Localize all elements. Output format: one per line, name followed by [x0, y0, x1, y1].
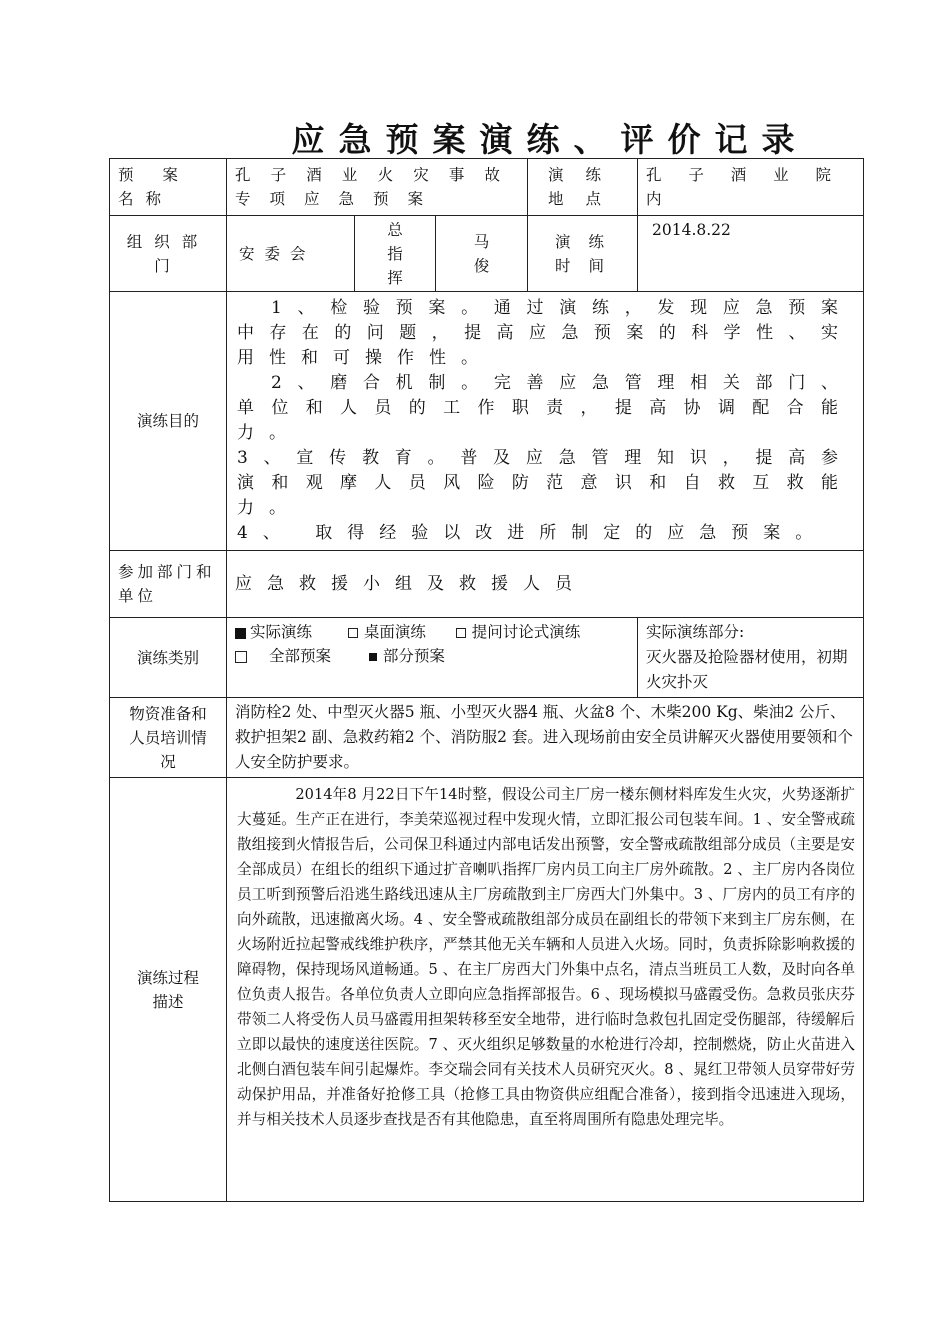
process-value: 2014年8 月22日下午14时整，假设公司主厂房一楼东侧材料库发生火灾，火势逐渐扩大蔓延。生产正在进行，李美荣巡视过程中发现火情，立即汇报公司包装车间。1 、安全警戒疏散组接到火情报告后，公司保卫科通过内部电话发出预警，安全警戒疏散组部分成员（主要是安全部成员）在组长的组织下通过扩音喇叭指挥厂房内员工向主厂房外疏散。2 、主厂房内各岗位员工听到预警后沿逃生路线迅速从主厂房疏散到主厂房西大门外集中。3 、厂房内的员工有序的向外疏散，迅速撤离火场。4 、安全警戒疏散组部分成员在副组长的带领下来到主厂房东侧，在火场附近拉起警戒线维护秩序，严禁其他无关车辆和人员进入火场。同时，负责拆除影响救援的障碍物，保持现场风道畅通。5 、在主厂房西大门外集中点名，清点当班员工人数，及时向各单位负责人报告。各单位负责人立即向应急指挥部报告。6 、现场模拟马盛霞受伤。急救员张庆芬带领二人将受伤人员马盛霞用担架转移至安全地带，进行临时急救包扎固定受伤腿部，待缓解后立即以最快的速度送往医院。7 、灭火组织足够数量的水枪进行冷却，控制燃烧，防止火苗进入北侧白酒包装车间引起爆炸。李交瑞会同有关技术人员研究灭火。8 、晁红卫带领人员穿带好劳动保护用品，并准备好抢修工具（抢修工具由物资供应组配合准备），接到指令迅速进入现场，并与相关技术人员逐步查找是否有其他隐患，直至将周围所有隐患处理完毕。 [227, 778, 864, 1202]
materials-label: 物资准备和人员培训情况 [110, 698, 227, 778]
actual-part-label: 实际演练部分: [646, 623, 745, 641]
row-materials [110, 698, 864, 778]
actual-part [638, 618, 864, 698]
opt-tabletop: 桌面演练 [363, 623, 426, 641]
checked-box-icon[interactable] [369, 653, 377, 661]
drill-type-label: 演练类别 [110, 618, 227, 698]
row-participants [110, 551, 864, 618]
commander-value: 马俊 [436, 216, 528, 292]
plan-name-value: 孔子酒业火灾事故专项应急预案 [227, 159, 528, 216]
plan-name-label: 预 案 名称 [110, 159, 227, 216]
opt-actual: 实际演练 [250, 623, 313, 641]
drill-type-line-2 [235, 644, 629, 669]
org-value: 安委会 [227, 216, 355, 292]
opt-full: 全部预案 [269, 647, 332, 665]
row-plan-name [110, 159, 864, 216]
row-purpose [110, 292, 864, 551]
checked-box-icon[interactable] [235, 628, 246, 639]
purpose-item-2: 2、磨合机制。完善应急管理相关部门、单位和人员的工作职责，提高协调配合能力。 [237, 373, 853, 443]
purpose-content [227, 292, 864, 551]
purpose-item-4: 4、 取得经验以改进所制定的应急预案。 [237, 523, 828, 543]
participants-value: 应急救援小组及救援人员 [227, 551, 864, 618]
time-label: 演练时间 [528, 216, 638, 292]
location-value: 孔子酒业院内 [638, 159, 864, 216]
location-label: 演练地点 [528, 159, 638, 216]
participants-label: 参加部门和单位 [110, 551, 227, 618]
opt-partial: 部分预案 [382, 647, 445, 665]
drill-type-options [227, 618, 638, 698]
purpose-label: 演练目的 [110, 292, 227, 551]
unchecked-box-icon[interactable] [348, 628, 358, 638]
opt-discussion: 提问讨论式演练 [471, 623, 581, 641]
row-organization [110, 216, 864, 292]
drill-record-table [109, 158, 864, 1202]
process-label: 演练过程描述 [110, 778, 227, 1202]
materials-value: 消防栓2 处、中型灭火器5 瓶、小型灭火器4 瓶、火盆8 个、木柴200 Kg、柴油2 公斤、救护担架2 副、急救药箱2 个、消防服2 套。进入现场前由安全员讲解灭火器使用要领和个人安全防护要求。 [227, 698, 864, 778]
purpose-item-1: 1、检验预案。通过演练，发现应急预案中存在的问题，提高应急预案的科学性、实用性和可操作性。 [237, 298, 853, 368]
commander-label: 总指挥 [355, 216, 436, 292]
row-process [110, 778, 864, 1202]
unchecked-box-icon[interactable] [456, 628, 466, 638]
document-title: 应急预案演练、评价记录 [291, 120, 809, 159]
purpose-item-3: 3、宣传教育。普及应急管理知识，提高参演和观摩人员风险防范意识和自救互救能力。 [237, 448, 853, 518]
org-label: 组织部门 [110, 216, 227, 292]
row-drill-type [110, 618, 864, 698]
time-value: 2014.8.22 [638, 216, 864, 292]
drill-type-line-1 [235, 620, 629, 645]
unchecked-box-icon[interactable] [235, 651, 247, 663]
actual-part-value: 灭火器及抢险器材使用，初期火灾扑灭 [646, 648, 848, 691]
